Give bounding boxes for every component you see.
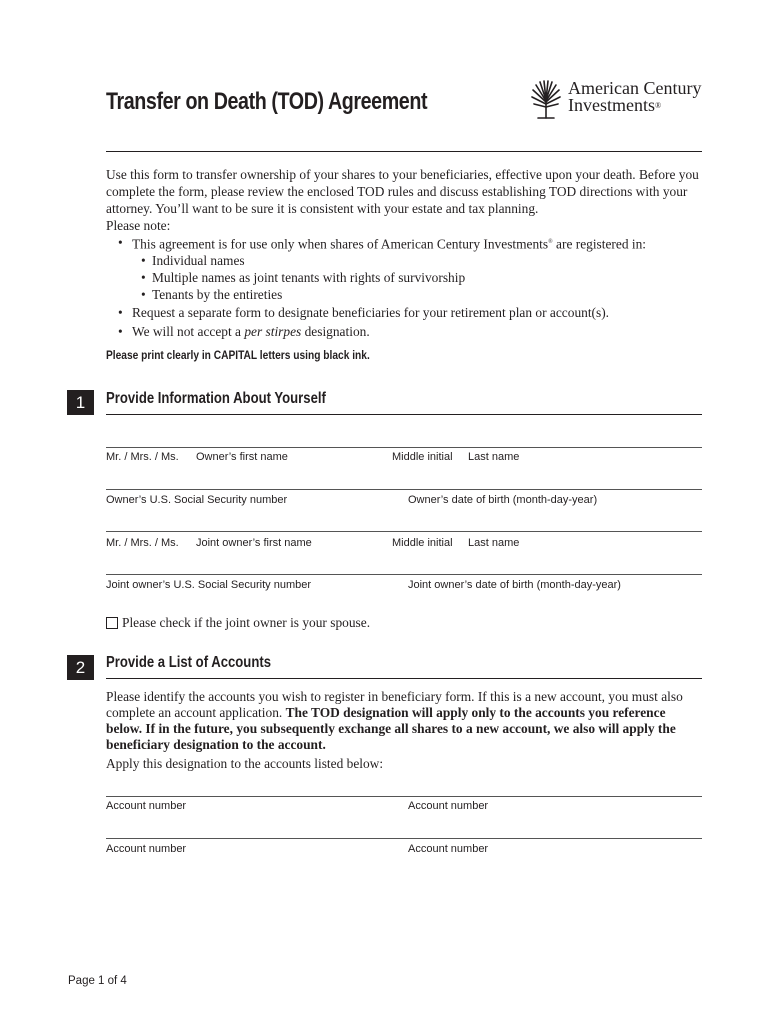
owner-dob-label: Owner’s date of birth (month-day-year) — [408, 494, 598, 506]
apply-line: Apply this designation to the accounts listed below: — [106, 756, 384, 771]
company-logo — [530, 80, 701, 120]
ink-instruction: Please print clearly in CAPITAL letters using black ink. — [106, 348, 370, 362]
account-number-label: Account number — [106, 800, 187, 812]
account-number-label: Account number — [408, 843, 489, 855]
owner-last-name-label: Last name — [468, 451, 520, 463]
note-list — [106, 234, 706, 340]
joint-owner-name-input-line[interactable] — [106, 531, 702, 532]
section-2-divider — [106, 678, 702, 679]
spouse-check-label: Please check if the joint owner is your spouse. — [122, 615, 371, 630]
owner-ssn-label: Owner’s U.S. Social Security number — [106, 494, 288, 506]
accounts-text-plain: Please identify the accounts you wish to register in beneficiary form. If this is a new account, you must also complete an account application. — [106, 689, 683, 720]
spouse-checkbox[interactable] — [106, 617, 118, 629]
joint-first-name-label: Joint owner’s first name — [196, 537, 312, 549]
spouse-check-row — [106, 615, 370, 631]
section-1-number: 1 — [67, 390, 94, 415]
list-item: • This agreement is for use only when shares of American Century Investments® are registered in: — [106, 234, 706, 252]
section-1-divider — [106, 414, 702, 415]
account-input-line-1[interactable] — [106, 796, 702, 797]
note-label: Please note: — [106, 218, 171, 233]
logo-line-1: American Century — [568, 78, 702, 98]
owner-name-input-line[interactable] — [106, 447, 702, 448]
list-item: • We will not accept a per stirpes designation. — [106, 323, 706, 340]
joint-dob-label: Joint owner’s date of birth (month-day-year) — [408, 579, 621, 591]
section-1-title: Provide Information About Yourself — [106, 390, 326, 407]
list-item: • Tenants by the entireties — [106, 286, 706, 303]
joint-salutation-label: Mr. / Mrs. / Ms. — [106, 537, 179, 549]
account-number-label: Account number — [106, 843, 187, 855]
joint-last-name-label: Last name — [468, 537, 520, 549]
owner-first-name-label: Owner’s first name — [196, 451, 288, 463]
joint-middle-initial-label: Middle initial — [392, 537, 453, 549]
title-divider — [106, 151, 702, 152]
list-item: • Multiple names as joint tenants with rights of survivorship — [106, 269, 706, 286]
owner-ssn-input-line[interactable] — [106, 489, 702, 490]
account-number-label: Account number — [408, 800, 489, 812]
accounts-text-bold: The TOD designation will apply only to the accounts you reference below. If in the future, you subsequently exchange all shares to a new account, we also will apply the beneficiary designation to the account. — [106, 705, 676, 752]
page-title: Transfer on Death (TOD) Agreement — [106, 88, 428, 115]
tree-logo-icon — [530, 80, 562, 120]
account-input-line-2[interactable] — [106, 838, 702, 839]
accounts-instructions — [106, 689, 702, 772]
intro-section — [106, 166, 706, 340]
page-number: Page 1 of 4 — [68, 975, 127, 987]
section-2-title: Provide a List of Accounts — [106, 654, 271, 671]
logo-line-2: Investments — [568, 95, 655, 115]
intro-paragraph: Use this form to transfer ownership of your shares to your beneficiaries, effective upon your death. Before you complete the form, please review the enclosed TOD rules and discuss establishing TOD directions with your attorney. You’ll want to be sure it is consistent with your estate and tax planning. — [106, 167, 699, 216]
list-item: • Request a separate form to designate beneficiaries for your retirement plan or account(s). — [106, 304, 706, 321]
section-2-number: 2 — [67, 655, 94, 680]
logo-registered-mark: ® — [655, 101, 662, 110]
owner-salutation-label: Mr. / Mrs. / Ms. — [106, 451, 179, 463]
list-item: • Individual names — [106, 252, 706, 269]
joint-owner-ssn-input-line[interactable] — [106, 574, 702, 575]
joint-ssn-label: Joint owner’s U.S. Social Security number — [106, 579, 312, 591]
owner-middle-initial-label: Middle initial — [392, 451, 453, 463]
